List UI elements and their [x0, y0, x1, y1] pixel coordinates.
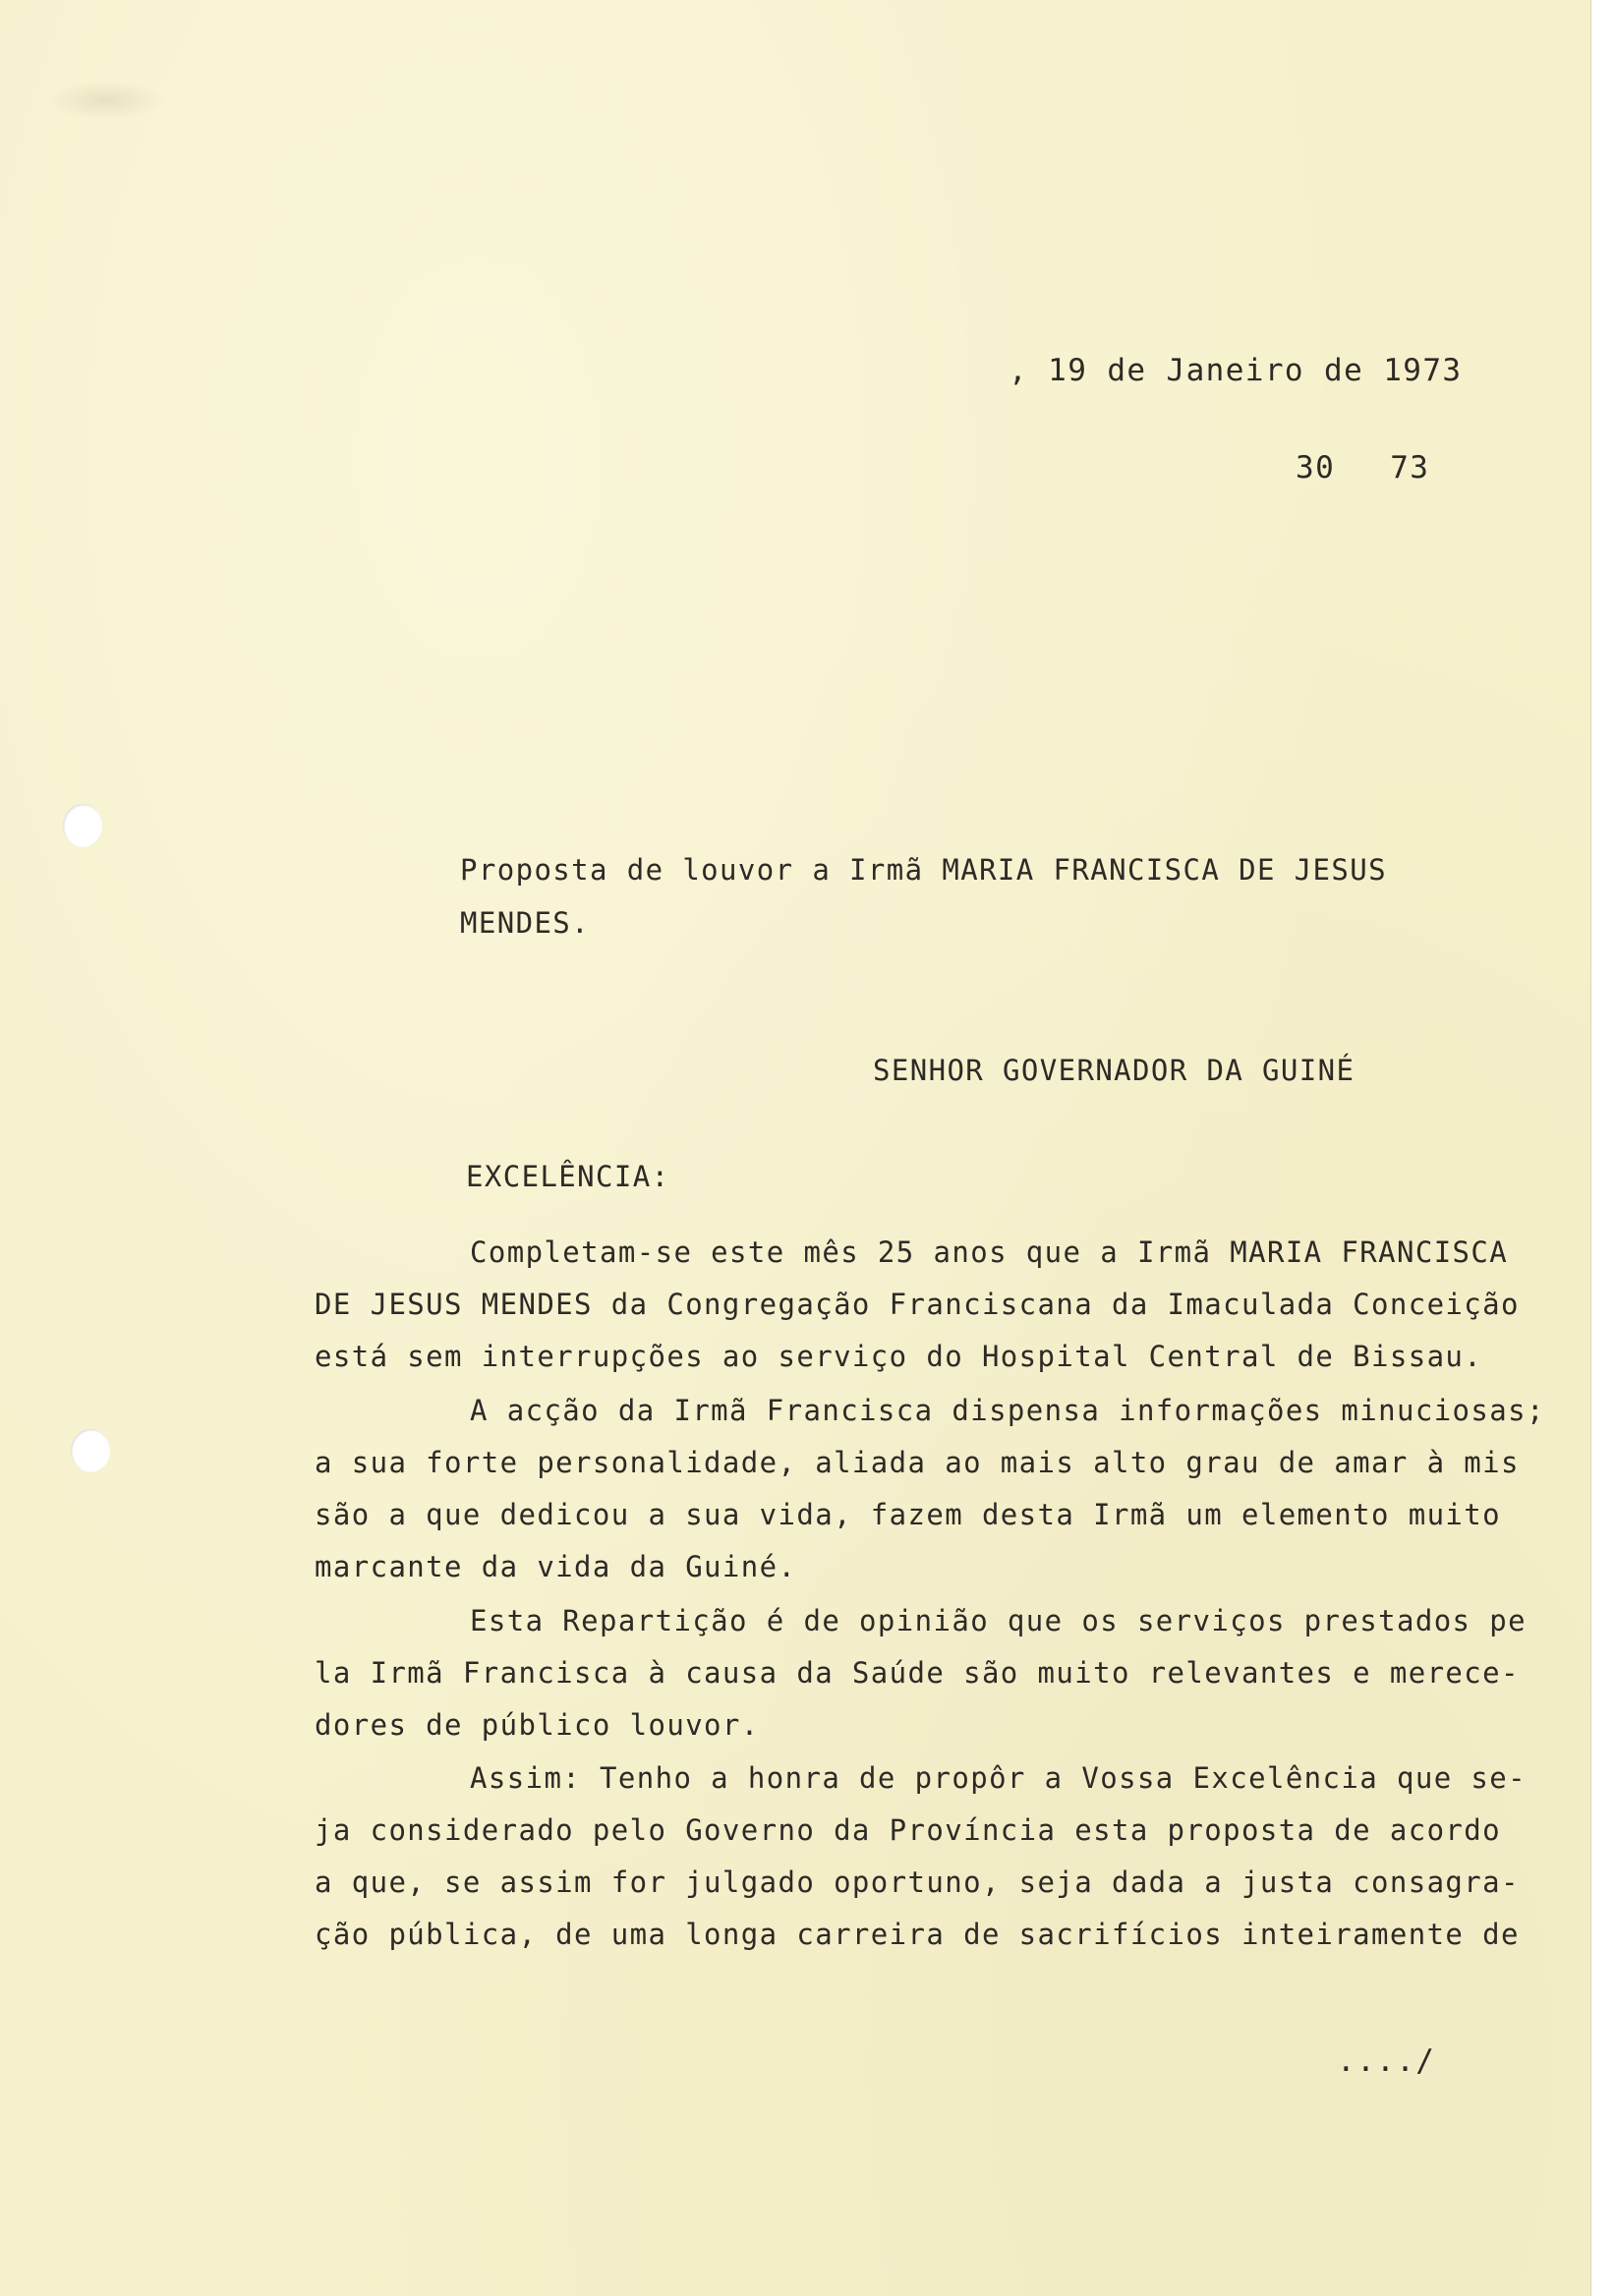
- reference-number: 30 73: [1296, 450, 1430, 486]
- body-line: la Irmã Francisca à causa da Saúde são muito relevantes e merece-: [315, 1656, 1520, 1690]
- subject-line-2: MENDES.: [460, 906, 591, 940]
- subject-line-1: Proposta de louvor a Irmã MARIA FRANCISCA DE JESUS: [460, 853, 1387, 887]
- body-line: Assim: Tenho a honra de propôr a Vossa Excelência que se-: [470, 1761, 1527, 1795]
- body-line: são a que dedicou a sua vida, fazem desta Irmã um elemento muito: [315, 1498, 1502, 1531]
- body-line: A acção da Irmã Francisca dispensa informações minuciosas;: [470, 1394, 1545, 1427]
- body-line: ção pública, de uma longa carreira de sacrifícios inteiramente de: [315, 1918, 1520, 1951]
- punch-hole-bottom: [71, 1429, 110, 1472]
- body-line: a que, se assim for julgado oportuno, seja dada a justa consagra-: [315, 1866, 1520, 1899]
- body-line: marcante da vida da Guiné.: [315, 1550, 797, 1583]
- body-line: está sem interrupções ao serviço do Hospital Central de Bissau.: [315, 1340, 1483, 1373]
- salutation: EXCELÊNCIA:: [466, 1160, 670, 1193]
- body-line: DE JESUS MENDES da Congregação Franciscana da Imaculada Conceição: [315, 1288, 1520, 1321]
- addressee: SENHOR GOVERNADOR DA GUINÉ: [873, 1054, 1355, 1087]
- body-line: Esta Repartição é de opinião que os serviços prestados pe: [470, 1604, 1527, 1637]
- stain-mark: [47, 81, 165, 120]
- punch-hole-top: [63, 804, 102, 847]
- body-line: ja considerado pelo Governo da Província esta proposta de acordo: [315, 1813, 1502, 1847]
- body-line: Completam-se este mês 25 anos que a Irmã MARIA FRANCISCA: [470, 1235, 1509, 1269]
- body-line: a sua forte personalidade, aliada ao mais alto grau de amar à mis: [315, 1446, 1520, 1479]
- body-line: dores de público louvor.: [315, 1708, 760, 1742]
- continuation-mark: ..../: [1337, 2043, 1436, 2079]
- letter-date: , 19 de Janeiro de 1973: [1009, 353, 1463, 388]
